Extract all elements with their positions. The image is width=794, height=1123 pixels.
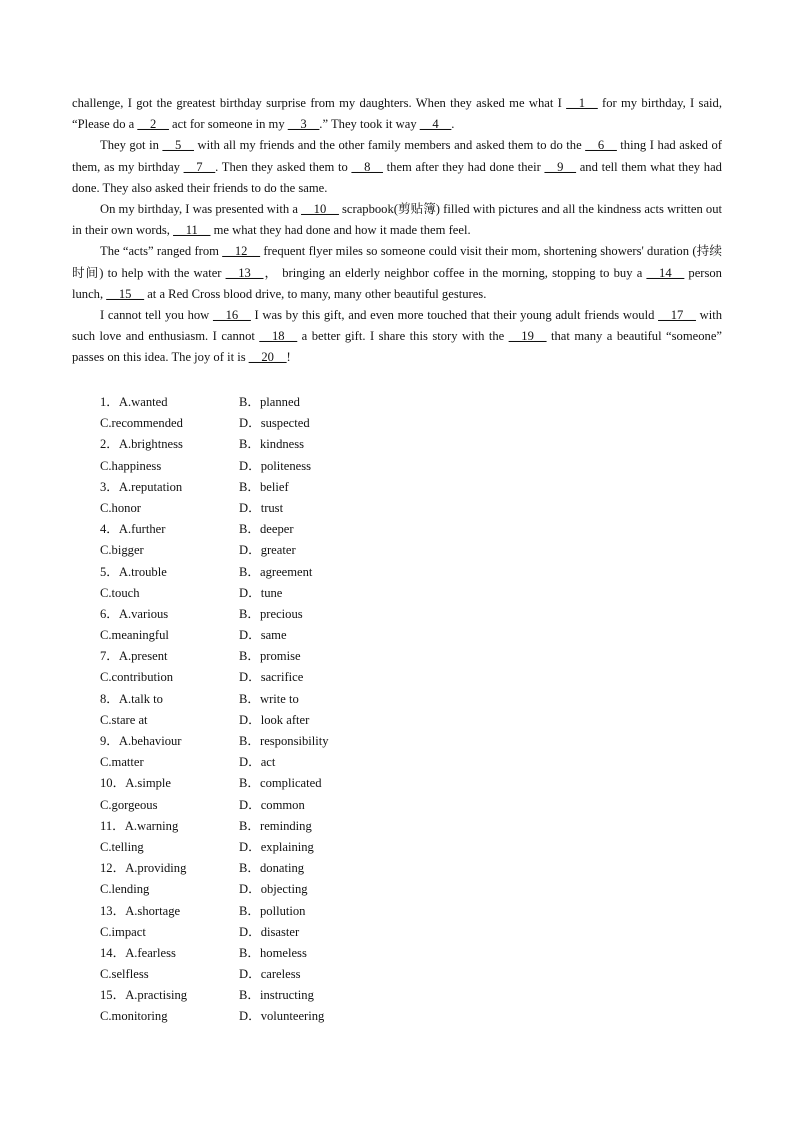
answer-blank: __1__ [566,96,598,110]
question-number-and-option-a [100,858,239,879]
answer-blank: __5__ [162,138,194,153]
answer-blank: __12__ [222,244,261,259]
question-row [100,1006,500,1027]
question-row [100,456,500,477]
answer-blank: __7__ [183,159,216,174]
option-d: D．tune [239,585,283,600]
option-b: B．donating [239,861,305,876]
question-row [100,392,500,413]
passage-paragraph [72,135,722,199]
question-row [100,858,500,879]
option-c: C.monitoring [100,1009,168,1024]
option-b: B．reminding [239,818,312,833]
passage-text: frequent flyer miles so someone could visit their mom, shortening showers' duration (持续时间) to help with the water [72,244,722,280]
question-number-and-option-a [100,985,239,1006]
question-row [100,625,500,646]
question-number: 3． [100,479,119,494]
passage-text: The “acts” ranged from [100,244,223,259]
option-b: B．instructing [239,988,314,1003]
answer-blank: __9__ [544,159,576,174]
passage-text: a better gift. I share this story with the [297,329,509,344]
option-b: B．precious [239,606,303,621]
option-d: D．careless [239,967,301,982]
passage-text: with such love and enthusiasm. I cannot [72,308,722,344]
option-a: A.behaviour [118,734,182,748]
question-number-and-option-a [100,562,239,583]
question-row [100,519,500,540]
option-b: B．belief [239,479,289,494]
question-number-and-option-a [100,519,239,540]
question-row [100,667,500,688]
option-b: B．promise [239,649,301,664]
question-row [100,795,500,816]
option-d: D．objecting [239,882,308,897]
question-number-and-option-a [100,646,239,667]
question-number-and-option-a [100,816,239,837]
option-a: A.warning [124,818,179,833]
answer-blank: __18__ [259,329,298,344]
passage-paragraph [72,305,722,369]
question-number-and-option-a [100,392,239,413]
options-list [100,392,500,1028]
passage-text: .” They took it way [319,117,420,132]
question-number: 11． [100,818,125,833]
question-row [100,985,500,1006]
question-number: 8． [100,691,119,706]
question-row [100,562,500,583]
option-c: C.contribution [100,670,174,685]
option-d: D．greater [239,543,296,558]
question-row [100,879,500,900]
answer-blank: __8__ [351,159,383,174]
option-a: A.practising [125,988,188,1003]
question-row [100,540,500,561]
passage-text: . Then they asked them to [215,159,352,174]
option-d: D．look after [239,712,310,727]
passage-text: ! [286,350,291,365]
passage-text: that many a beautiful “someone” passes on this idea. The joy of it is [72,329,723,365]
answer-blank: __6__ [585,138,617,153]
question-number: 7． [100,649,119,664]
option-d: D．trust [239,500,284,515]
option-d: D．sacrifice [239,670,304,685]
answer-blank: __3__ [287,117,320,132]
option-a: A.brightness [118,437,183,452]
question-row [100,583,500,604]
option-c: C.selfless [100,967,149,982]
question-number: 14． [100,945,126,960]
question-row [100,816,500,837]
option-b: B．write to [239,691,299,706]
passage-text: and tell them what they had done. They also asked their friends to do the same. [72,159,722,195]
question-row [100,731,500,752]
answer-blank: __20__ [248,350,287,365]
option-c: C.telling [100,839,144,854]
question-number: 2． [100,437,119,452]
option-a: A.trouble [118,564,167,579]
question-row [100,413,500,434]
passage-text: thing I had asked of them, as my birthday [72,138,722,174]
answer-blank: __4__ [419,117,452,132]
question-row [100,604,500,625]
answer-blank: __17__ [658,308,696,323]
option-c: C.matter [100,755,144,770]
question-row [100,922,500,943]
question-number: 9． [100,734,119,748]
option-c: C.lending [100,882,150,897]
passage-text: at a Red Cross blood drive, to many, many other beautiful gestures. [144,286,487,301]
question-row [100,964,500,985]
passage-text: I was by this gift, and even more touched that their young adult friends would [250,308,659,323]
option-d: D．disaster [239,924,300,939]
question-row [100,837,500,858]
question-row [100,646,500,667]
option-b: B．planned [239,395,300,409]
question-number: 15． [100,988,126,1003]
question-number-and-option-a [100,604,239,625]
option-d: D．volunteering [239,1009,325,1024]
passage-text: On my birthday, I was presented with a [100,202,302,217]
option-c: C.happiness [100,458,162,473]
question-number: 6． [100,606,119,621]
option-b: B．pollution [239,903,306,918]
question-number-and-option-a [100,731,239,752]
question-number-and-option-a [100,434,239,455]
answer-blank: __14__ [646,265,685,280]
passage-paragraph [72,199,722,241]
option-c: C.touch [100,585,140,600]
option-a: A.wanted [118,395,168,409]
option-a: A.shortage [125,903,181,918]
answer-blank: __16__ [212,308,251,323]
question-row [100,498,500,519]
question-number: 1． [100,395,119,409]
question-row [100,477,500,498]
passage-text: with all my friends and the other family members and asked them to do the [193,138,586,153]
question-number: 4． [100,522,119,537]
option-b: B．homeless [239,945,307,960]
passage [72,93,722,369]
passage-paragraph [72,93,722,135]
question-number-and-option-a [100,901,239,922]
answer-blank: __13__ [225,265,264,280]
passage-text: challenge, I got the greatest birthday surprise from my daughters. When they asked me what I [72,96,567,110]
option-b: B．complicated [239,776,322,791]
option-c: C.recommended [100,416,183,431]
question-number-and-option-a [100,689,239,710]
option-b: B．kindness [239,437,305,452]
passage-text: They got in [100,138,163,153]
passage-text: for my birthday, I said, “Please do a [72,96,722,132]
option-c: C.meaningful [100,628,169,643]
option-c: C.honor [100,500,141,515]
question-number: 10． [100,776,126,791]
question-row [100,434,500,455]
option-a: A.fearless [125,945,176,960]
answer-blank: __2__ [137,117,169,132]
question-row [100,689,500,710]
question-row [100,773,500,794]
option-c: C.impact [100,924,146,939]
option-b: B．responsibility [239,734,329,748]
passage-text: ， bringing an elderly neighbor coffee in the morning, stopping to buy a [263,265,647,280]
option-a: A.various [118,606,169,621]
question-row [100,752,500,773]
option-c: C.gorgeous [100,797,158,812]
option-d: D．politeness [239,458,312,473]
option-a: A.further [118,522,166,537]
question-number: 13． [100,903,126,918]
answer-blank: __19__ [508,329,547,344]
question-row [100,710,500,731]
option-a: A.talk to [118,691,163,706]
question-number: 5． [100,564,119,579]
passage-text: I cannot tell you how [100,308,213,323]
passage-text: scrapbook(剪贴簿) filled with pictures and all the kindness acts written out in their own words, [72,202,722,238]
option-a: A.reputation [118,479,183,494]
option-a: A.present [118,649,168,664]
option-d: D．same [239,628,287,643]
option-a: A.providing [125,861,187,876]
question-number: 12． [100,861,126,876]
passage-text: person lunch, [72,265,722,301]
passage-text: me what they had done and how it made them feel. [210,223,471,238]
option-b: B．agreement [239,564,313,579]
question-row [100,901,500,922]
option-d: D．suspected [239,416,310,431]
passage-text: them after they had done their [382,159,545,174]
answer-blank: __11__ [173,223,211,238]
passage-paragraph [72,241,722,305]
option-c: C.bigger [100,543,144,558]
question-number-and-option-a [100,773,239,794]
option-a: A.simple [125,776,172,791]
answer-blank: __10__ [301,202,339,217]
option-d: D．explaining [239,839,314,854]
answer-blank: __15__ [106,286,145,301]
question-row [100,943,500,964]
question-number-and-option-a [100,943,239,964]
option-c: C.stare at [100,712,148,727]
option-b: B．deeper [239,522,294,537]
option-d: D．act [239,755,276,770]
passage-text: act for someone in my [168,117,288,132]
option-d: D．common [239,797,305,812]
question-number-and-option-a [100,477,239,498]
passage-text: . [451,117,455,132]
